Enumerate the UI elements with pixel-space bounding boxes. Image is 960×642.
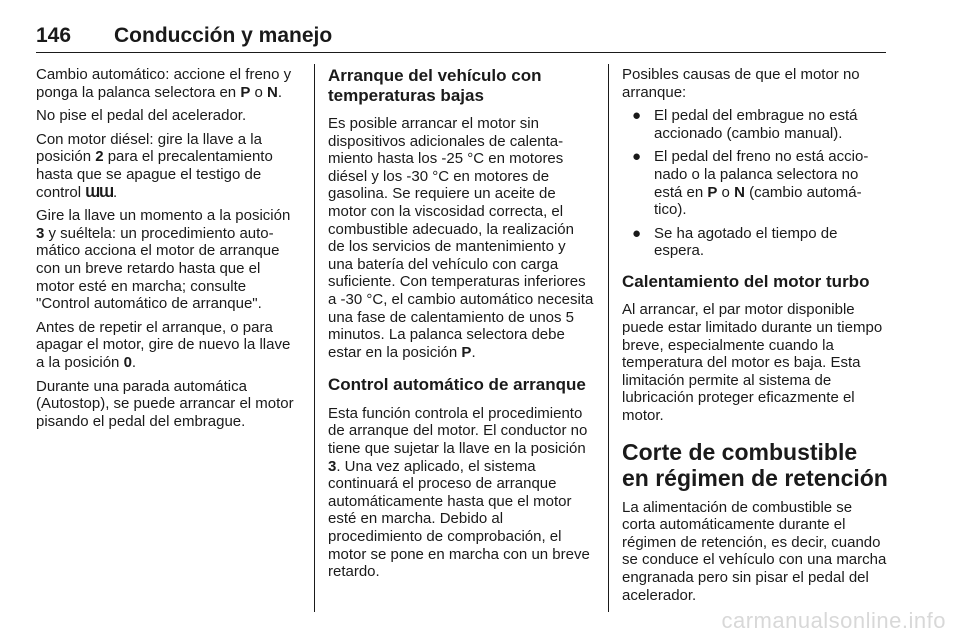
column-divider-2: [608, 64, 609, 612]
page-title: Conducción y manejo: [114, 24, 333, 47]
heading-cold-start: Arranque del vehículo con temperaturas bajas: [328, 66, 542, 105]
paragraph-auto-start-control: Esta función controla el procedimiento de arranque del motor. El conductor no tiene que sujetar la llave en la posición 3. Una vez aplicado, el sistema continuará el proceso de arranque automáticamente hasta que el motor esté en marcha. Debido al procedimiento de comprobación, el motor se pone en marcha con un breve retardo.: [328, 404, 590, 581]
paragraph-diesel-preheat: Con motor diésel: gire la llave a la posición 2 para el precalentamiento hasta que se apague el testigo de control ƜƜ.: [36, 130, 273, 201]
page-number: 146: [36, 24, 72, 47]
watermark: carmanualsonline.info: [721, 608, 946, 633]
paragraph-fuel-cutoff: La alimentación de combustible se corta automáticamente durante el régimen de retención, es decir, cuando se conduce el vehículo con una marcha engranada pero sin pisar el pedal del acelerador.: [622, 498, 887, 604]
column-3: [622, 66, 888, 610]
bullet-icon: ●: [632, 148, 642, 166]
bullet-icon: ●: [632, 224, 642, 242]
paragraph-repeat-start: Antes de repetir el arranque, o para apagar el motor, gire de nuevo la llave a la posición 0.: [36, 318, 291, 371]
column-2: [328, 66, 594, 587]
page-header: [36, 24, 886, 53]
paragraph-turbo-warmup: Al arrancar, el par motor disponible puede estar limitado durante un tiempo breve, especialmente cuando la temperatura del motor es baja. Esta limitación permite al sistema de lubricación proteger eficazmente el motor.: [622, 301, 883, 424]
column-1: [36, 66, 302, 436]
heading-auto-start-control: Control automático de arranque: [328, 375, 586, 395]
paragraph-automatic-gear: Cambio automático: accione el freno y ponga la palanca selectora en P o N.: [36, 66, 292, 101]
heading-fuel-cutoff: Corte de combustible en régimen de retención: [622, 438, 888, 491]
paragraph-cold-start: Es posible arrancar el motor sin dispositivos adicionales de calentamiento hasta los -25 °C en motores diésel y los -30 °C en motores de gasolina. Se requiere un aceite de motor con la viscosidad correcta, el combustible adecuado, la realización de los servicios de mantenimiento y una batería del vehículo con carga suficiente. Con temperaturas inferiores a -30 °C, el cambio automático necesita una fase de calentamiento de unos 5 minutos. La palanca selectora debe estar en la posición P.: [328, 115, 594, 361]
paragraph-accelerator: No pise el pedal del acelerador.: [36, 107, 247, 125]
glow-plug-icon: ƜƜ: [85, 183, 113, 201]
heading-turbo-warmup: Calentamiento del motor turbo: [622, 271, 870, 291]
bullet-icon: ●: [632, 107, 642, 125]
causes-list: [622, 107, 888, 260]
column-divider-1: [314, 64, 315, 612]
paragraph-possible-causes: Posibles causas de que el motor no arranque:: [622, 66, 860, 101]
paragraph-turn-key: Gire la llave un momento a la posición 3 y suéltela: un procedimiento automático acciona el motor de arranque con un breve retardo hasta que el motor esté en marcha; consulte "Control automático de arranque".: [36, 207, 291, 313]
list-item: ● El pedal del embrague no está accionado (cambio manual).: [632, 107, 858, 142]
list-item: ● El pedal del freno no está accionado o la palanca selectora no está en P o N (cambio automático).: [632, 148, 869, 219]
list-item: ● Se ha agotado el tiempo de espera.: [632, 224, 838, 260]
paragraph-autostop: Durante una parada automática (Autostop), se puede arrancar el motor pisando el pedal del embrague.: [36, 377, 294, 430]
